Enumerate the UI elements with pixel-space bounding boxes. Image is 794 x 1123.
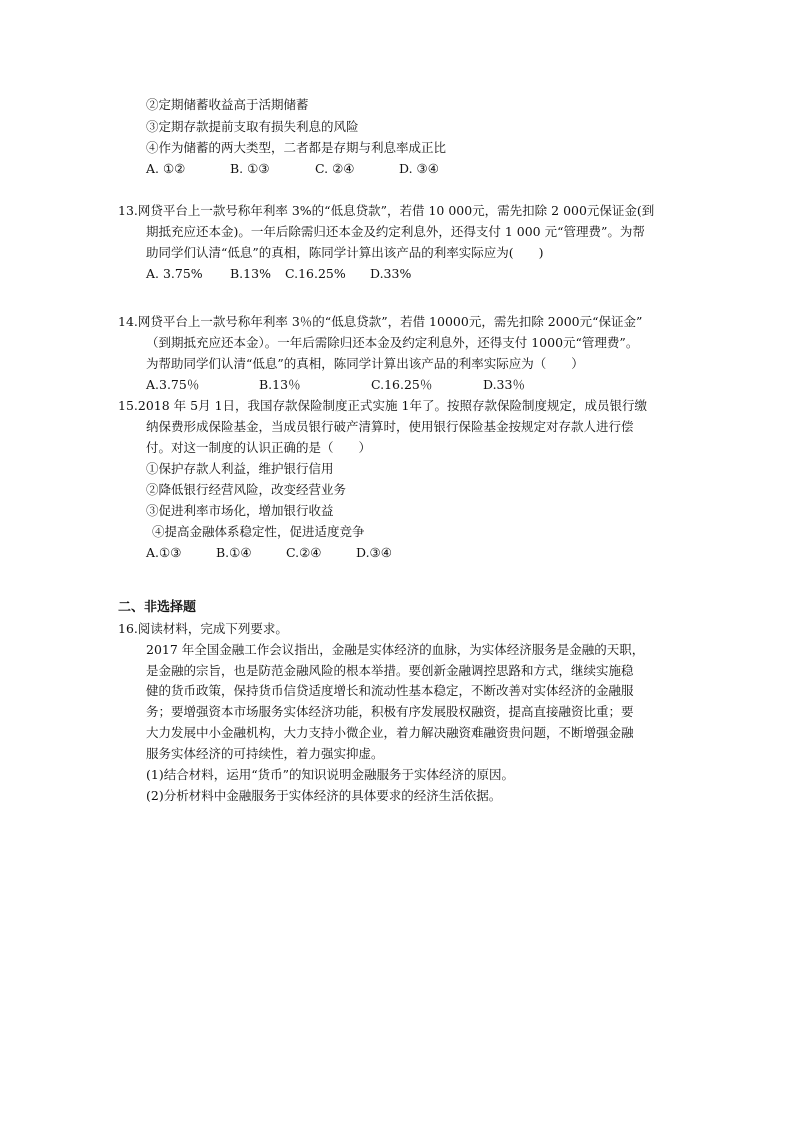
q12-choice-b: B. ①③ bbox=[230, 161, 270, 176]
q13-stem-line-2: 期抵充应还本金)。一年后除需归还本金及约定利息外，还得支付 1 000 元“管理费”。为帮 bbox=[146, 224, 645, 239]
q15-choice-b: B.①④ bbox=[216, 545, 252, 560]
q16-material-line-2: 是金融的宗旨，也是防范金融风险的根本举措。要创新金融调控思路和方式，继续实施稳 bbox=[146, 663, 634, 678]
section-heading: 二、非选择题 bbox=[118, 600, 197, 615]
q13-choice-d: D.33% bbox=[370, 266, 412, 281]
q12-option-3: ③定期存款提前支取有损失利息的风险 bbox=[146, 119, 359, 134]
q12-option-4: ④作为储蓄的两大类型，二者都是存期与利息率成正比 bbox=[146, 140, 447, 155]
q13-choice-b: B.13% bbox=[230, 266, 271, 281]
q14-stem-line-2: （到期抵充应还本金）。一年后需除归还本金及约定利息外，还得支付 1000元“管理费”。 bbox=[146, 335, 639, 350]
q14-stem-line-1: 14.网贷平台上一款号称年利率 3％的“低息贷款”，若借 10000元，需先扣除 2000元“保证金” bbox=[118, 314, 643, 329]
q15-choice-d: D.③④ bbox=[356, 545, 392, 560]
q16-material-line-3: 健的货币政策，保持货币信贷适度增长和流动性基本稳定，不断改善对实体经济的金融服 bbox=[146, 683, 634, 698]
q14-choice-d: D.33％ bbox=[483, 377, 525, 392]
q12-option-2: ②定期储蓄收益高于活期储蓄 bbox=[146, 97, 309, 112]
q16-sub-question-2: (2)分析材料中金融服务于实体经济的具体要求的经济生活依据。 bbox=[146, 788, 502, 803]
q16-material-line-4: 务；要增强资本市场服务实体经济功能，积极有序发展股权融资，提高直接融资比重；要 bbox=[146, 704, 634, 719]
q13-choice-a: A. 3.75% bbox=[146, 266, 203, 281]
q15-choice-c: C.②④ bbox=[286, 545, 322, 560]
q13-stem-line-3: 助同学们认清“低息”的真相，陈同学计算出该产品的利率实际应为( ) bbox=[146, 245, 544, 260]
q12-choice-a: A. ①② bbox=[146, 161, 186, 176]
q14-choice-c: C.16.25％ bbox=[371, 377, 433, 392]
q13-choice-c: C.16.25% bbox=[285, 266, 346, 281]
q13-choices bbox=[146, 265, 411, 283]
q15-option-3: ③促进利率市场化，增加银行收益 bbox=[146, 503, 334, 518]
q12-choice-d: D. ③④ bbox=[399, 161, 439, 176]
q16-material-line-6: 服务实体经济的可持续性，着力强实抑虚。 bbox=[146, 746, 384, 761]
q14-stem-line-3: 为帮助同学们认清“低息”的真相，陈同学计算出该产品的利率实际应为（ ） bbox=[146, 356, 584, 371]
q16-material-line-1: 2017 年全国金融工作会议指出，金融是实体经济的血脉，为实体经济服务是金融的天职， bbox=[146, 642, 645, 657]
q15-choices bbox=[146, 544, 392, 562]
q16-sub-question-1: (1)结合材料，运用“货币”的知识说明金融服务于实体经济的原因。 bbox=[146, 767, 514, 782]
q15-stem-line-3: 付。对这一制度的认识正确的是（ ） bbox=[146, 440, 372, 455]
q15-option-2: ②降低银行经营风险，改变经营业务 bbox=[146, 482, 347, 497]
q15-choice-a: A.①③ bbox=[146, 545, 182, 560]
q13-stem-line-1: 13.网贷平台上一款号称年利率 3%的“低息贷款”，若借 10 000元，需先扣除 2 000元保证金(到 bbox=[118, 203, 655, 218]
q15-stem-line-1: 15.2018 年 5月 1日，我国存款保险制度正式实施 1年了。按照存款保险制度规定，成员银行缴 bbox=[118, 398, 647, 413]
q15-option-1: ①保护存款人利益，维护银行信用 bbox=[146, 461, 334, 476]
q15-option-4: ④提高金融体系稳定性，促进适度竞争 bbox=[152, 524, 365, 539]
q16-material-line-5: 大力发展中小金融机构，大力支持小微企业，着力解决融资难融资贵问题，不断增强金融 bbox=[146, 725, 634, 740]
q15-stem-line-2: 纳保费形成保险基金，当成员银行破产清算时，使用银行保险基金按规定对存款人进行偿 bbox=[146, 419, 634, 434]
q16-intro: 16.阅读材料，完成下列要求。 bbox=[118, 621, 288, 636]
q14-choices bbox=[146, 376, 525, 394]
q14-choice-b: B.13％ bbox=[259, 377, 301, 392]
q12-choice-c: C. ②④ bbox=[315, 161, 355, 176]
q12-choices bbox=[146, 160, 439, 178]
q14-choice-a: A.3.75％ bbox=[146, 377, 200, 392]
